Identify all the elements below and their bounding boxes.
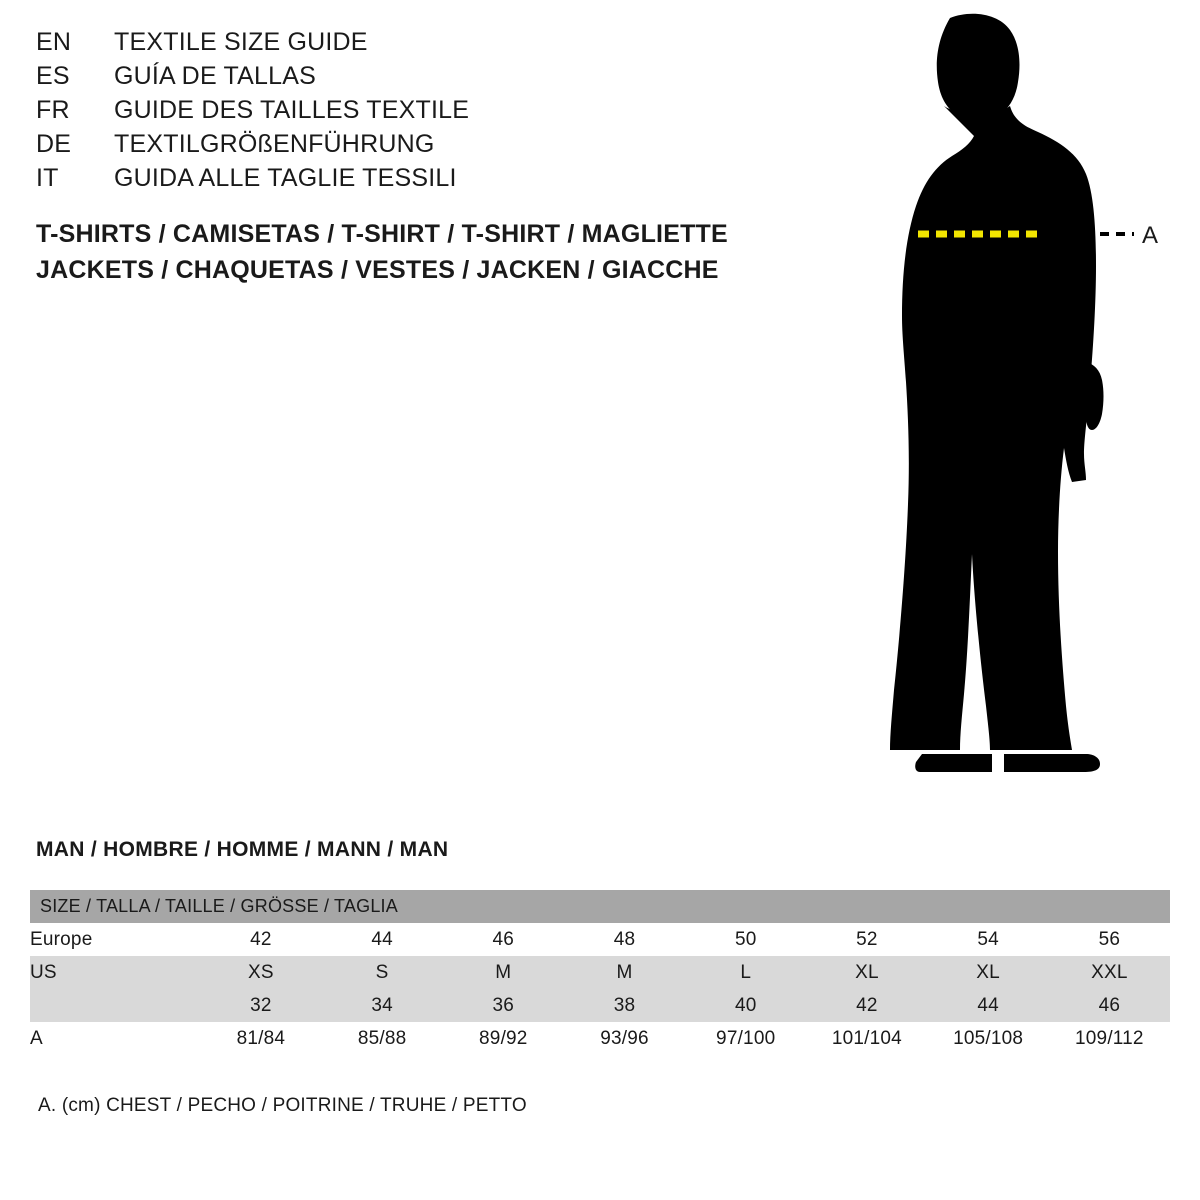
language-code: EN bbox=[36, 28, 72, 56]
cell: 97/100 bbox=[685, 1022, 806, 1055]
cell: 48 bbox=[564, 923, 685, 956]
male-silhouette-icon bbox=[890, 14, 1104, 772]
category-jackets: JACKETS / CHAQUETAS / VESTES / JACKEN / GIACCHE bbox=[36, 256, 719, 284]
cell: 46 bbox=[443, 923, 564, 956]
language-row bbox=[36, 130, 796, 164]
row-label: Europe bbox=[30, 923, 200, 956]
language-title: TEXTILE SIZE GUIDE bbox=[114, 28, 368, 56]
cell: 32 bbox=[200, 989, 321, 1022]
cell: 93/96 bbox=[564, 1022, 685, 1055]
cell: 85/88 bbox=[322, 1022, 443, 1055]
cell: 50 bbox=[685, 923, 806, 956]
cell: 109/112 bbox=[1049, 1022, 1170, 1055]
language-row bbox=[36, 28, 796, 62]
size-table bbox=[30, 890, 1170, 1055]
cell: 44 bbox=[928, 989, 1049, 1022]
cell: XXL bbox=[1049, 956, 1170, 989]
language-title: GUIDE DES TAILLES TEXTILE bbox=[114, 96, 470, 124]
cell: XL bbox=[928, 956, 1049, 989]
cell: 46 bbox=[1049, 989, 1170, 1022]
language-row bbox=[36, 62, 796, 96]
cell: S bbox=[322, 956, 443, 989]
table-header-label: SIZE / TALLA / TAILLE / GRÖSSE / TAGLIA bbox=[30, 890, 1170, 923]
cell: XS bbox=[200, 956, 321, 989]
language-row bbox=[36, 164, 796, 198]
body-silhouette-illustration bbox=[800, 10, 1190, 790]
chest-measure-label: A bbox=[1142, 222, 1159, 249]
table-row bbox=[30, 1022, 1170, 1055]
cell: 44 bbox=[322, 923, 443, 956]
table-row bbox=[30, 956, 1170, 989]
row-label bbox=[30, 989, 200, 1022]
cell: 36 bbox=[443, 989, 564, 1022]
footnote: A. (cm) CHEST / PECHO / POITRINE / TRUHE / PETTO bbox=[38, 1095, 527, 1116]
cell: 42 bbox=[200, 923, 321, 956]
category-tshirts: T-SHIRTS / CAMISETAS / T-SHIRT / T-SHIRT / MAGLIETTE bbox=[36, 220, 728, 248]
language-code: DE bbox=[36, 130, 72, 158]
cell: M bbox=[564, 956, 685, 989]
cell: M bbox=[443, 956, 564, 989]
cell: 52 bbox=[806, 923, 927, 956]
language-code: IT bbox=[36, 164, 59, 192]
cell: 89/92 bbox=[443, 1022, 564, 1055]
table-row bbox=[30, 923, 1170, 956]
cell: 105/108 bbox=[928, 1022, 1049, 1055]
table-row bbox=[30, 989, 1170, 1022]
language-title: GUIDA ALLE TAGLIE TESSILI bbox=[114, 164, 457, 192]
cell: 56 bbox=[1049, 923, 1170, 956]
row-label: A bbox=[30, 1022, 200, 1055]
language-code: FR bbox=[36, 96, 70, 124]
cell: 42 bbox=[806, 989, 927, 1022]
table-header-row bbox=[30, 890, 1170, 923]
cell: 81/84 bbox=[200, 1022, 321, 1055]
cell: L bbox=[685, 956, 806, 989]
cell: 101/104 bbox=[806, 1022, 927, 1055]
language-row bbox=[36, 96, 796, 130]
cell: 34 bbox=[322, 989, 443, 1022]
cell: XL bbox=[806, 956, 927, 989]
language-code: ES bbox=[36, 62, 70, 90]
language-title: GUÍA DE TALLAS bbox=[114, 62, 316, 90]
cell: 38 bbox=[564, 989, 685, 1022]
cell: 54 bbox=[928, 923, 1049, 956]
language-title: TEXTILGRÖßENFÜHRUNG bbox=[114, 130, 435, 158]
row-label: US bbox=[30, 956, 200, 989]
language-list bbox=[36, 28, 796, 198]
gender-label: MAN / HOMBRE / HOMME / MANN / MAN bbox=[36, 838, 449, 861]
cell: 40 bbox=[685, 989, 806, 1022]
